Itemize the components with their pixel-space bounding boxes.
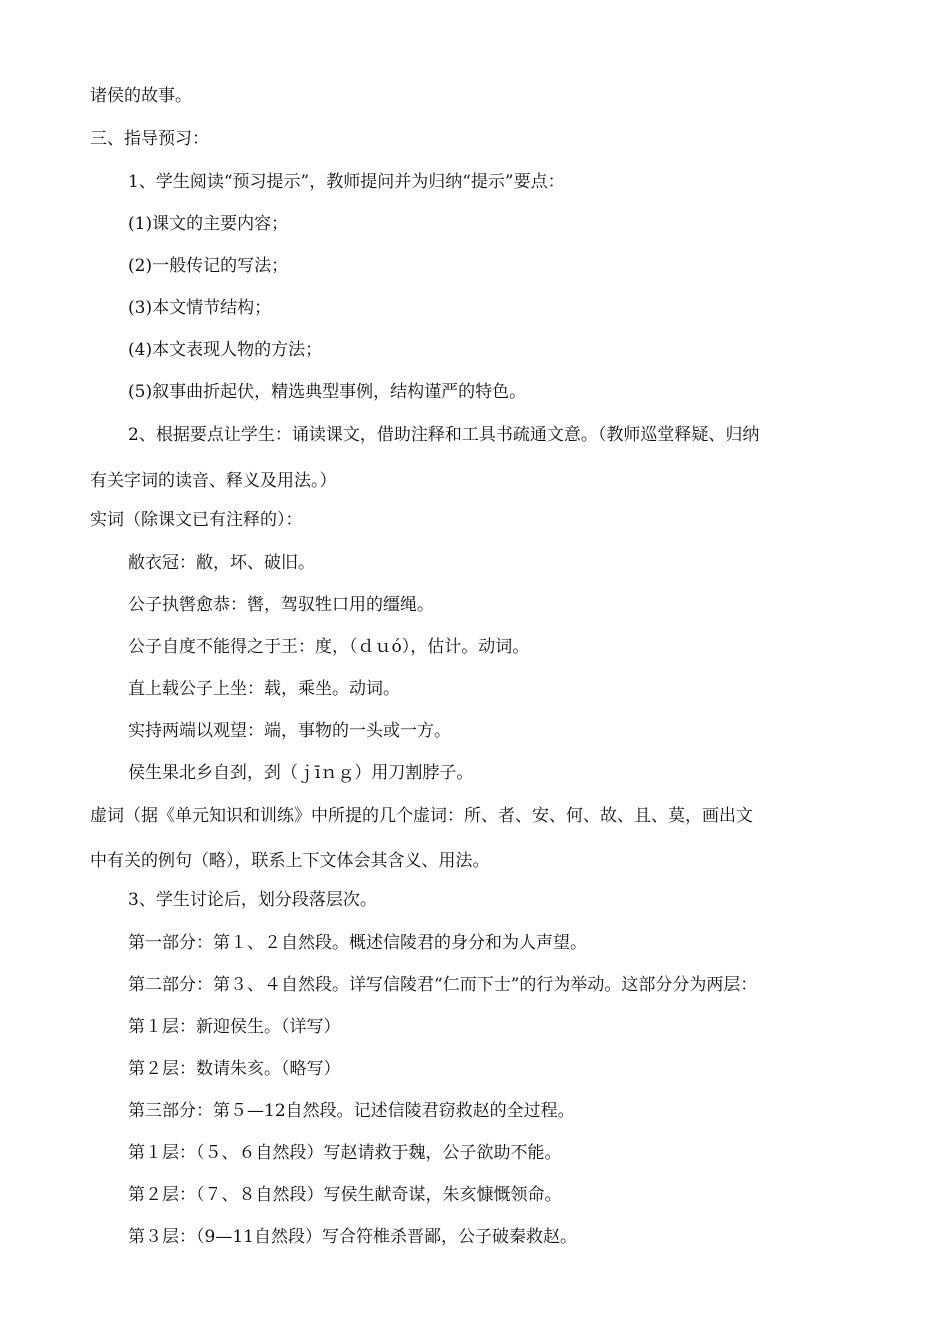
text-line: 实持两端以观望：端，事物的一头或一方。 xyxy=(128,721,451,741)
text-line: 中有关的例句（略），联系上下文体会其含义、用法。 xyxy=(90,851,490,871)
list-item: (4)本文表现人物的方法； xyxy=(128,340,323,360)
text-line: 敝衣冠：敝，坏、破旧。 xyxy=(128,553,315,573)
text-line: 第一部分：第１、２自然段。概述信陵君的身分和为人声望。 xyxy=(128,933,587,953)
text-line: 实词（除课文已有注释的）： xyxy=(90,510,303,530)
text-line: 2、根据要点让学生：诵读课文，借助注释和工具书疏通文意。（教师巡堂释疑、归纳 xyxy=(128,425,760,445)
text-line: 第二部分：第３、４自然段。详写信陵君“仁而下士”的行为举动。这部分分为两层： xyxy=(128,975,758,995)
text-line: 第三部分：第５—12自然段。记述信陵君窃救赵的全过程。 xyxy=(128,1101,575,1121)
text-line: 虚词（据《单元知识和训练》中所提的几个虚词：所、者、安、何、故、且、莫，画出文 xyxy=(90,806,753,826)
text-line: 第１层：（５、６自然段）写赵请救于魏，公子欲助不能。 xyxy=(128,1143,562,1163)
text-line: 第１层：新迎侯生。（详写） xyxy=(128,1017,341,1037)
text-line: 有关字词的读音、释义及用法。） xyxy=(90,471,337,491)
text-line: 公子执辔愈恭：辔，驾驭牲口用的缰绳。 xyxy=(128,595,434,615)
text-line: 诸侯的故事。 xyxy=(90,86,192,106)
text-line: 公子自度不能得之于王：度，（ｄｕó），估计。动词。 xyxy=(128,637,530,657)
text-line: 第２层：数请朱亥。（略写） xyxy=(128,1059,341,1079)
list-item: (2)一般传记的写法； xyxy=(128,256,289,276)
section-heading: 三、指导预习： xyxy=(90,129,209,149)
list-item: (3)本文情节结构； xyxy=(128,298,272,318)
text-line: 第２层：（７、８自然段）写侯生献奇谋，朱亥慷慨领命。 xyxy=(128,1185,562,1205)
text-line: 侯生果北乡自刭，刭（ｊīｎｇ）用刀割脖子。 xyxy=(128,763,474,783)
list-item: (1)课文的主要内容； xyxy=(128,214,289,234)
list-item: (5)叙事曲折起伏，精选典型事例，结构谨严的特色。 xyxy=(128,382,527,402)
text-line: 1、学生阅读“预习提示”，教师提问并为归纳“提示”要点： xyxy=(128,172,565,192)
text-line: 3、学生讨论后，划分段落层次。 xyxy=(128,890,377,910)
text-line: 第３层：（9—11自然段）写合符椎杀晋鄙，公子破秦救赵。 xyxy=(128,1227,577,1247)
text-line: 直上载公子上坐：载，乘坐。动词。 xyxy=(128,679,400,699)
